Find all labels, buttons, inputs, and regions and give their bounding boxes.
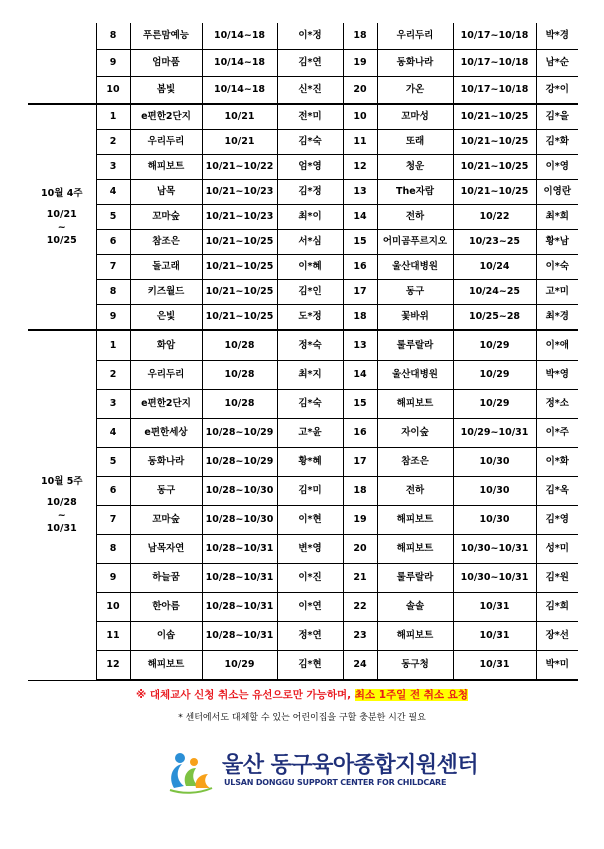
table-row	[28, 23, 578, 50]
date-range: 10/17~10/18	[453, 23, 536, 50]
week-range-start: 10/28	[46, 497, 77, 509]
table-row	[28, 180, 578, 205]
teacher-name: 이*정	[277, 23, 343, 50]
row-number: 16	[343, 255, 377, 280]
week-range-tilde: ~	[57, 222, 66, 233]
date-range: 10/28	[202, 330, 277, 361]
row-number: 24	[343, 651, 377, 681]
date-range: 10/23~25	[453, 230, 536, 255]
daycare-name: 꽃바위	[377, 305, 453, 331]
date-range: 10/28~10/29	[202, 448, 277, 477]
table-row	[28, 330, 578, 361]
row-number: 10	[96, 593, 130, 622]
teacher-name: 황*혜	[277, 448, 343, 477]
daycare-name: 동구	[130, 477, 202, 506]
date-range: 10/28~10/29	[202, 419, 277, 448]
daycare-name: 해피보트	[377, 390, 453, 419]
teacher-name: 이*연	[277, 593, 343, 622]
daycare-name: 남목자연	[130, 535, 202, 564]
row-number: 10	[96, 77, 130, 105]
daycare-name: 전하	[377, 205, 453, 230]
week-cell	[28, 104, 96, 330]
teacher-name: 이*주	[536, 419, 578, 448]
date-range: 10/21	[202, 104, 277, 130]
daycare-name: 참조은	[130, 230, 202, 255]
table-row	[28, 305, 578, 331]
teacher-name: 김*영	[536, 506, 578, 535]
date-range: 10/30~10/31	[453, 535, 536, 564]
row-number: 15	[343, 390, 377, 419]
table-row	[28, 50, 578, 77]
date-range: 10/21~10/25	[453, 104, 536, 130]
daycare-name: 룰루랄라	[377, 564, 453, 593]
teacher-name: 황*남	[536, 230, 578, 255]
row-number: 18	[343, 305, 377, 331]
date-range: 10/17~10/18	[453, 50, 536, 77]
row-number: 12	[343, 155, 377, 180]
week-cell	[28, 23, 96, 104]
date-range: 10/28	[202, 390, 277, 419]
teacher-name: 전*미	[277, 104, 343, 130]
date-range: 10/28~10/31	[202, 535, 277, 564]
table-row	[28, 255, 578, 280]
date-range: 10/28~10/30	[202, 477, 277, 506]
teacher-name: 성*미	[536, 535, 578, 564]
teacher-name: 신*진	[277, 77, 343, 105]
row-number: 10	[343, 104, 377, 130]
row-number: 22	[343, 593, 377, 622]
row-number: 20	[343, 77, 377, 105]
teacher-name: 최*희	[536, 205, 578, 230]
daycare-name: 꼬마숲	[130, 205, 202, 230]
daycare-name: 꼬마숲	[130, 506, 202, 535]
row-number: 3	[96, 155, 130, 180]
table-row	[28, 361, 578, 390]
week-label: 10월 5주	[41, 476, 83, 488]
daycare-name: 키즈월드	[130, 280, 202, 305]
date-range: 10/24~25	[453, 280, 536, 305]
date-range: 10/29	[202, 651, 277, 681]
teacher-name: 박*영	[536, 361, 578, 390]
week-spacer	[28, 488, 96, 496]
week-range-tilde: ~	[57, 510, 66, 522]
daycare-name: 자이숲	[377, 419, 453, 448]
center-name-english: ULSAN DONGGU SUPPORT CENTER FOR CHILDCARE	[224, 778, 447, 787]
teacher-name: 최*이	[277, 205, 343, 230]
teacher-name: 김*숙	[277, 130, 343, 155]
table-row	[28, 130, 578, 155]
row-number: 23	[343, 622, 377, 651]
week-spacer	[28, 200, 96, 208]
row-number: 18	[343, 477, 377, 506]
teacher-name: 최*지	[277, 361, 343, 390]
row-number: 4	[96, 180, 130, 205]
daycare-name: 참조은	[377, 448, 453, 477]
date-range: 10/30	[453, 477, 536, 506]
teacher-name: 고*미	[536, 280, 578, 305]
row-number: 17	[343, 280, 377, 305]
date-range: 10/29	[453, 330, 536, 361]
date-range: 10/25~28	[453, 305, 536, 331]
row-number: 13	[343, 180, 377, 205]
daycare-name: 울산대병원	[377, 255, 453, 280]
date-range: 10/14~18	[202, 50, 277, 77]
daycare-name: 우리두리	[130, 130, 202, 155]
daycare-name: 동화나라	[377, 50, 453, 77]
week-cell	[28, 330, 96, 680]
date-range: 10/21~10/22	[202, 155, 277, 180]
daycare-name: 가온	[377, 77, 453, 105]
row-number: 7	[96, 506, 130, 535]
daycare-name: 해피보트	[377, 506, 453, 535]
daycare-name: 룰루랄라	[377, 330, 453, 361]
teacher-name: 최*경	[536, 305, 578, 331]
teacher-name: 엄*영	[277, 155, 343, 180]
daycare-name: 울산대병원	[377, 361, 453, 390]
row-number: 11	[343, 130, 377, 155]
table-row	[28, 535, 578, 564]
center-name-korean: 울산 동구육아종합지원센터	[222, 753, 479, 778]
daycare-name: The자람	[377, 180, 453, 205]
teacher-name: 이영란	[536, 180, 578, 205]
table-row	[28, 104, 578, 130]
week-label: 10월 4주	[41, 188, 83, 199]
row-number: 8	[96, 535, 130, 564]
daycare-name: 또래	[377, 130, 453, 155]
daycare-name: 전하	[377, 477, 453, 506]
teacher-name: 도*정	[277, 305, 343, 331]
teacher-name: 장*선	[536, 622, 578, 651]
date-range: 10/21~10/25	[202, 280, 277, 305]
row-number: 9	[96, 50, 130, 77]
row-number: 12	[96, 651, 130, 681]
teacher-name: 정*소	[536, 390, 578, 419]
table-row	[28, 651, 578, 681]
row-number: 21	[343, 564, 377, 593]
date-range: 10/21~10/25	[453, 155, 536, 180]
cancel-notice	[0, 687, 604, 702]
table-row	[28, 506, 578, 535]
date-range: 10/22	[453, 205, 536, 230]
row-number: 8	[96, 23, 130, 50]
teacher-name: 이*영	[536, 155, 578, 180]
row-number: 8	[96, 280, 130, 305]
table-row	[28, 280, 578, 305]
teacher-name: 이*진	[277, 564, 343, 593]
teacher-name: 이*현	[277, 506, 343, 535]
week-range-end: 10/25	[46, 235, 77, 246]
date-range: 10/29	[453, 361, 536, 390]
daycare-name: 동구	[377, 280, 453, 305]
row-number: 16	[343, 419, 377, 448]
teacher-name: 김*화	[536, 130, 578, 155]
teacher-name: 김*숙	[277, 390, 343, 419]
row-number: 5	[96, 205, 130, 230]
row-number: 7	[96, 255, 130, 280]
row-number: 20	[343, 535, 377, 564]
daycare-name: e편한세상	[130, 419, 202, 448]
table-row	[28, 593, 578, 622]
teacher-name: 정*숙	[277, 330, 343, 361]
row-number: 5	[96, 448, 130, 477]
row-number: 13	[343, 330, 377, 361]
table-row	[28, 448, 578, 477]
date-range: 10/29	[453, 390, 536, 419]
date-range: 10/31	[453, 593, 536, 622]
teacher-name: 김*인	[277, 280, 343, 305]
table-row	[28, 419, 578, 448]
week-spacer	[28, 59, 96, 67]
daycare-name: 우리두리	[130, 361, 202, 390]
teacher-name: 서*심	[277, 230, 343, 255]
date-range: 10/28~10/31	[202, 622, 277, 651]
date-range: 10/14~18	[202, 23, 277, 50]
daycare-name: e편한2단지	[130, 104, 202, 130]
teacher-name: 김*희	[536, 593, 578, 622]
date-range: 10/28~10/31	[202, 564, 277, 593]
week-range-end: 10/31	[46, 523, 77, 535]
date-range: 10/21~10/23	[202, 205, 277, 230]
teacher-name: 정*연	[277, 622, 343, 651]
daycare-name: 남목	[130, 180, 202, 205]
daycare-name: 솔솔	[377, 593, 453, 622]
daycare-name: 푸른맘예능	[130, 23, 202, 50]
date-range: 10/31	[453, 651, 536, 681]
daycare-name: 어미곰푸르지오	[377, 230, 453, 255]
row-number: 11	[96, 622, 130, 651]
daycare-name: 한아름	[130, 593, 202, 622]
date-range: 10/30	[453, 506, 536, 535]
daycare-name: 동화나라	[130, 448, 202, 477]
table-row	[28, 230, 578, 255]
date-range: 10/31	[453, 622, 536, 651]
teacher-name: 변*영	[277, 535, 343, 564]
row-number: 17	[343, 448, 377, 477]
teacher-name: 이*애	[536, 330, 578, 361]
daycare-name: 화암	[130, 330, 202, 361]
daycare-name: 봄빛	[130, 77, 202, 105]
date-range: 10/14~18	[202, 77, 277, 105]
daycare-name: 하늘꿈	[130, 564, 202, 593]
teacher-name: 박*경	[536, 23, 578, 50]
notice-mark: ※	[136, 689, 147, 701]
daycare-name: 해피보트	[130, 651, 202, 681]
teacher-name: 김*현	[277, 651, 343, 681]
row-number: 2	[96, 130, 130, 155]
daycare-name: 이솝	[130, 622, 202, 651]
date-range: 10/21~10/25	[202, 230, 277, 255]
date-range: 10/28~10/30	[202, 506, 277, 535]
row-number: 4	[96, 419, 130, 448]
date-range: 10/21~10/25	[202, 305, 277, 331]
teacher-name: 김*미	[277, 477, 343, 506]
row-number: 15	[343, 230, 377, 255]
table-row	[28, 77, 578, 105]
teacher-name: 이*화	[536, 448, 578, 477]
date-range: 10/28	[202, 361, 277, 390]
daycare-name: 은빛	[130, 305, 202, 331]
table-row	[28, 622, 578, 651]
date-range: 10/30~10/31	[453, 564, 536, 593]
daycare-name: 엄마품	[130, 50, 202, 77]
teacher-name: 박*미	[536, 651, 578, 681]
daycare-name: 동구청	[377, 651, 453, 681]
date-range: 10/24	[453, 255, 536, 280]
daycare-name: 청운	[377, 155, 453, 180]
daycare-name: 해피보트	[377, 535, 453, 564]
teacher-name: 김*을	[536, 104, 578, 130]
teacher-name: 김*정	[277, 180, 343, 205]
center-logo-icon	[166, 748, 214, 794]
daycare-name: 해피보트	[130, 155, 202, 180]
row-number: 18	[343, 23, 377, 50]
date-range: 10/29~10/31	[453, 419, 536, 448]
row-number: 19	[343, 506, 377, 535]
date-range: 10/21~10/23	[202, 180, 277, 205]
table-row	[28, 155, 578, 180]
daycare-name: 우리두리	[377, 23, 453, 50]
date-range: 10/21~10/25	[453, 130, 536, 155]
date-range: 10/17~10/18	[453, 77, 536, 105]
row-number: 6	[96, 230, 130, 255]
table-row	[28, 205, 578, 230]
row-number: 14	[343, 361, 377, 390]
row-number: 2	[96, 361, 130, 390]
notice-highlight: 최소 1주일 전 취소 요청	[354, 689, 468, 701]
teacher-name: 강*이	[536, 77, 578, 105]
row-number: 1	[96, 330, 130, 361]
date-range: 10/28~10/31	[202, 593, 277, 622]
schedule-table	[28, 23, 578, 681]
table-row	[28, 390, 578, 419]
daycare-name: 해피보트	[377, 622, 453, 651]
notice-subnote: * 센터에서도 대체할 수 있는 어린이집을 구할 충분한 시간 필요	[178, 713, 426, 723]
row-number: 1	[96, 104, 130, 130]
row-number: 9	[96, 305, 130, 331]
date-range: 10/30	[453, 448, 536, 477]
table-row	[28, 564, 578, 593]
date-range: 10/21~10/25	[453, 180, 536, 205]
center-logo	[166, 748, 479, 794]
row-number: 6	[96, 477, 130, 506]
teacher-name: 김*원	[536, 564, 578, 593]
teacher-name: 남*순	[536, 50, 578, 77]
table-row	[28, 477, 578, 506]
date-range: 10/21~10/25	[202, 255, 277, 280]
teacher-name: 이*숙	[536, 255, 578, 280]
daycare-name: 꼬마성	[377, 104, 453, 130]
teacher-name: 이*혜	[277, 255, 343, 280]
daycare-name: e편한2단지	[130, 390, 202, 419]
row-number: 19	[343, 50, 377, 77]
teacher-name: 김*옥	[536, 477, 578, 506]
week-range-start: 10/21	[46, 209, 77, 220]
daycare-name: 돌고래	[130, 255, 202, 280]
row-number: 14	[343, 205, 377, 230]
teacher-name: 고*윤	[277, 419, 343, 448]
teacher-name: 김*연	[277, 50, 343, 77]
row-number: 3	[96, 390, 130, 419]
date-range: 10/21	[202, 130, 277, 155]
notice-text: 대체교사 신청 취소는 유선으로만 가능하며,	[146, 689, 355, 701]
row-number: 9	[96, 564, 130, 593]
